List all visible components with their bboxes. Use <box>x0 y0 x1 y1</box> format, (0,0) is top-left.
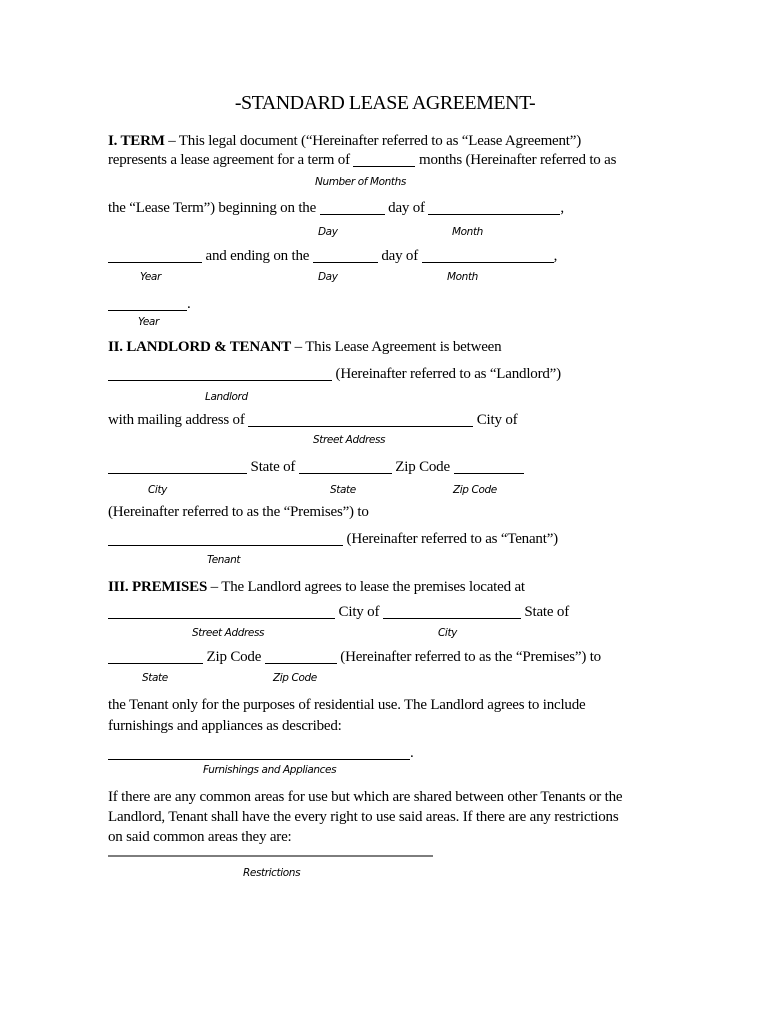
common-areas-line1 <box>108 788 622 806</box>
end-year-blank[interactable] <box>108 297 187 311</box>
field-label-mailing-city: City <box>148 484 167 496</box>
field-label-begin-day: Day <box>318 226 338 238</box>
mailing-street-blank[interactable] <box>248 413 473 427</box>
mailing-state-blank[interactable] <box>299 460 392 474</box>
residential-use-line2 <box>108 717 342 735</box>
page-title: -STANDARD LEASE AGREEMENT- <box>234 92 536 114</box>
field-label-restrictions: Restrictions <box>243 867 301 879</box>
premises-street-blank[interactable] <box>108 605 335 619</box>
mailing-pre-text: with mailing address of <box>108 412 249 428</box>
begin-day-blank[interactable] <box>320 201 385 215</box>
landlord-suffix-text: (Hereinafter referred to as “Landlord”) <box>332 366 561 382</box>
field-label-mailing-zip: Zip Code <box>453 484 497 496</box>
premises-zip-text: Zip Code <box>203 649 265 665</box>
landlord-name-blank[interactable] <box>108 367 332 381</box>
term-intro-line2 <box>108 151 616 169</box>
term-ending-line <box>108 247 557 265</box>
begin-comma: , <box>560 200 564 216</box>
tenant-name-blank[interactable] <box>108 532 343 546</box>
begin-day-of-text: day of <box>384 200 429 216</box>
mailing-zip-text: Zip Code <box>391 459 454 475</box>
premises-intro-text: – The Landlord agrees to lease the premises located at <box>207 579 525 595</box>
premises-heading-line <box>108 578 525 596</box>
end-year-period: . <box>187 296 191 312</box>
furnishings-line <box>108 744 414 762</box>
premises-zip-blank[interactable] <box>265 650 337 664</box>
common-areas-line3 <box>108 828 292 846</box>
premises-suffix-text: (Hereinafter referred to as the “Premises”) to <box>336 649 601 665</box>
mailing-city-state-zip-line <box>108 458 524 476</box>
premises-street-city-line <box>108 603 569 621</box>
field-label-tenant: Tenant <box>207 554 241 566</box>
end-day-blank[interactable] <box>313 249 378 263</box>
restrictions-blank-line[interactable] <box>108 855 433 857</box>
landlord-tenant-section-heading: II. LANDLORD & TENANT <box>108 339 292 355</box>
field-label-begin-year: Year <box>140 271 161 283</box>
tenant-name-line <box>108 530 558 548</box>
premises-state-zip-line <box>108 648 601 666</box>
term-end-year-line <box>108 295 191 313</box>
begin-month-blank[interactable] <box>428 201 560 215</box>
residential-use-text1: the Tenant only for the purposes of residential use. The Landlord agrees to include <box>108 697 586 713</box>
premises-to-line <box>108 503 369 521</box>
field-label-premises-city: City <box>438 627 457 639</box>
field-label-mailing-street: Street Address <box>313 434 386 446</box>
term-intro-text: – This legal document (“Hereinafter referred to as “Lease Agreement”) <box>164 133 582 149</box>
premises-state-of-text: State of <box>520 604 569 620</box>
mailing-address-line <box>108 411 517 429</box>
term-beginning-line <box>108 199 564 217</box>
furnishings-blank[interactable] <box>108 746 410 760</box>
term-intro-line1 <box>108 132 581 150</box>
mailing-state-of-text: State of <box>247 459 299 475</box>
beginning-pre-text: the “Lease Term”) beginning on the <box>108 200 320 216</box>
field-label-number-of-months: Number of Months <box>315 176 406 188</box>
mailing-suffix-text: City of <box>473 412 518 428</box>
landlord-tenant-intro-text: – This Lease Agreement is between <box>291 339 502 355</box>
field-label-begin-month: Month <box>452 226 483 238</box>
field-label-premises-state: State <box>142 672 168 684</box>
premises-section-heading: III. PREMISES <box>108 579 208 595</box>
premises-state-blank[interactable] <box>108 650 203 664</box>
common-areas-text3: on said common areas they are: <box>108 829 292 845</box>
term-of-post-text: months (Hereinafter referred to as <box>415 152 617 168</box>
end-month-blank[interactable] <box>422 249 554 263</box>
field-label-end-day: Day <box>318 271 338 283</box>
field-label-landlord: Landlord <box>205 391 248 403</box>
begin-year-blank[interactable] <box>108 249 202 263</box>
term-section-heading: I. TERM <box>108 133 165 149</box>
residential-use-text2: furnishings and appliances as described: <box>108 718 342 734</box>
landlord-tenant-heading-line <box>108 338 501 356</box>
field-label-premises-zip: Zip Code <box>273 672 317 684</box>
number-of-months-blank[interactable] <box>353 153 415 167</box>
premises-city-blank[interactable] <box>383 605 521 619</box>
landlord-name-line <box>108 365 561 383</box>
field-label-furnishings: Furnishings and Appliances <box>203 764 337 776</box>
furnishings-period: . <box>410 745 414 761</box>
ending-mid-text: and ending on the <box>202 248 313 264</box>
field-label-premises-street: Street Address <box>192 627 265 639</box>
common-areas-text2: Landlord, Tenant shall have the every right to use said areas. If there are any restrictions <box>108 809 619 825</box>
premises-to-text: (Hereinafter referred to as the “Premises”) to <box>108 504 369 520</box>
field-label-mailing-state: State <box>330 484 356 496</box>
common-areas-text1: If there are any common areas for use but which are shared between other Tenants or the <box>108 789 623 805</box>
common-areas-line2 <box>108 808 619 826</box>
premises-city-of-text: City of <box>335 604 383 620</box>
tenant-suffix-text: (Hereinafter referred to as “Tenant”) <box>343 531 558 547</box>
end-day-of-text: day of <box>377 248 422 264</box>
term-of-pre-text: represents a lease agreement for a term of <box>108 152 354 168</box>
residential-use-line1 <box>108 696 586 714</box>
end-comma: , <box>553 248 558 264</box>
field-label-end-year: Year <box>138 316 159 328</box>
mailing-city-blank[interactable] <box>108 460 247 474</box>
mailing-zip-blank[interactable] <box>454 460 524 474</box>
field-label-end-month: Month <box>447 271 478 283</box>
